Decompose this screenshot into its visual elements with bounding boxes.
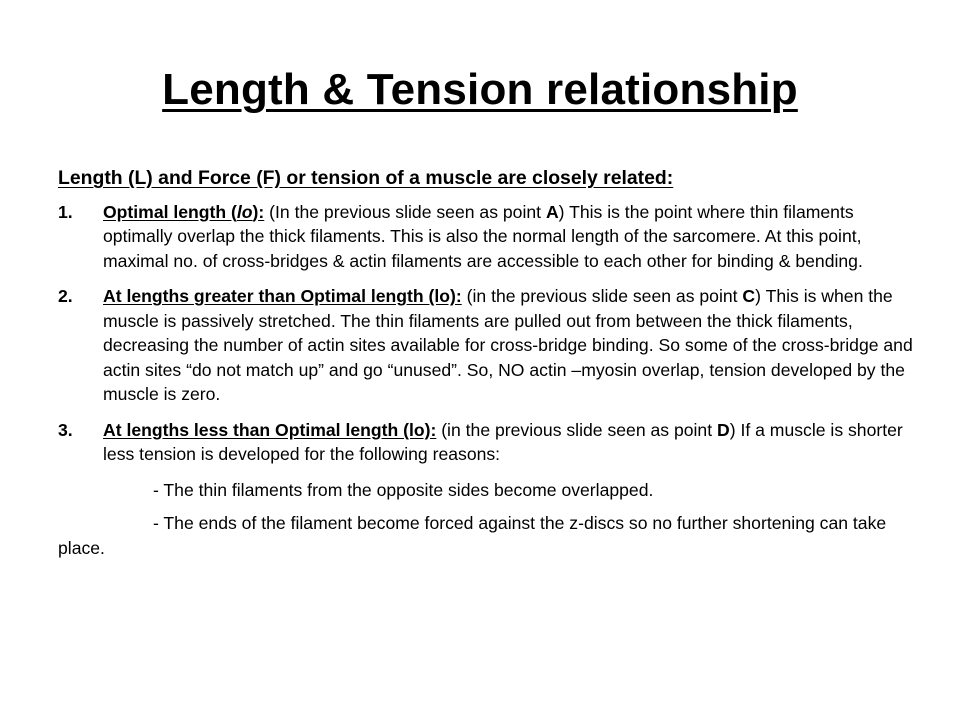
point-label: D	[717, 419, 730, 440]
list-item-text: (In the previous slide seen as point	[264, 201, 546, 222]
heading-text: Optimal length (	[103, 201, 237, 222]
list-item-less-length	[58, 418, 918, 467]
point-label: C	[742, 286, 756, 306]
slide-body	[58, 166, 918, 560]
reason-overlap: - The thin filaments from the opposite sides become overlapped.	[153, 479, 654, 500]
list-item-heading: At lengths less than Optimal length (lo):	[103, 419, 437, 440]
list-item-number: 2.	[58, 286, 73, 306]
list-item-text-continued: ) This is the point where thin filaments optimally overlap the thick filaments. This is also the normal length of the sarcomere. At this point, maximal no. of cross-bridges & actin filaments are accessible to each other for binding & bending.	[103, 201, 863, 271]
list-item-number: 1.	[58, 201, 73, 222]
list-item-optimal-length	[58, 200, 918, 274]
list-item-text: (in the previous slide seen as point	[436, 419, 717, 440]
list-item-heading: At lengths greater than Optimal length (lo):	[103, 286, 462, 306]
list-item-greater-length	[58, 284, 918, 407]
heading-text-end: ):	[252, 201, 265, 222]
list-item-heading	[103, 202, 264, 222]
section-subtitle: Length (L) and Force (F) or tension of a muscle are closely related:	[58, 167, 674, 189]
list-item-text-continued: ) If a muscle is shorter less tension is developed for the following reasons:	[103, 419, 903, 464]
list-item-number: 3.	[58, 419, 73, 440]
reason-z-discs: - The ends of the filament become forced against the z-discs so no further shortening can take place.	[58, 513, 887, 558]
heading-italic-text: lo	[236, 201, 253, 222]
slide-title: Length & Tension relationship	[162, 65, 798, 114]
list-item-text: (in the previous slide seen as point	[461, 286, 743, 306]
list-item-text-continued: ) This is when the muscle is passively stretched. The thin filaments are pulled out from between the thick filaments, decreasing the number of actin sites available for cross-bridge binding. So some of the cross-bridge and actin sites “do not match up” and go “unused”. So, NO actin –myosin overlap, tension developed by the muscle is zero.	[103, 286, 913, 404]
point-label: A	[545, 201, 559, 222]
